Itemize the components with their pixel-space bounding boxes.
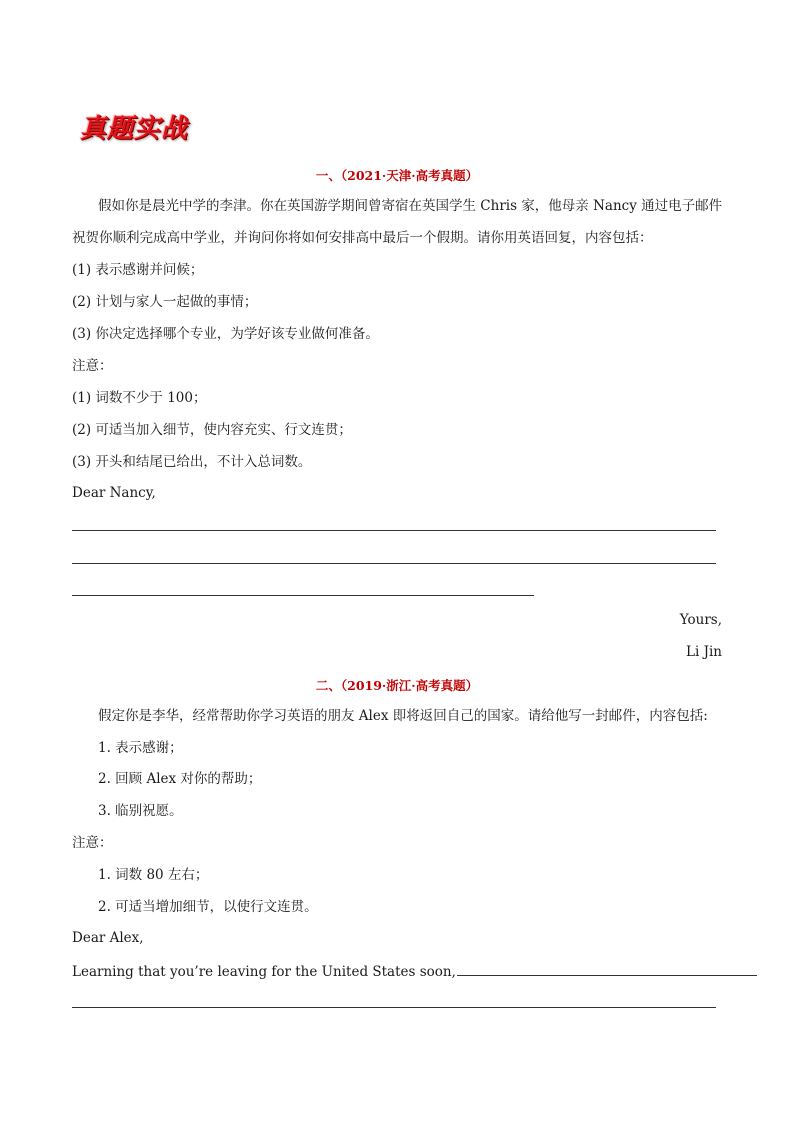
section2-notes-label: 注意： <box>72 835 113 851</box>
section1-note-2: (2) 可适当加入细节，使内容充实、行文连贯； <box>72 422 352 438</box>
section1-notes-label: 注意： <box>72 358 113 374</box>
section2-opening-row <box>72 961 757 981</box>
section2-note-2: 2. 可适当增加细节，以使行文连贯。 <box>98 899 318 915</box>
section1-point-1: (1) 表示感谢并问候； <box>72 262 204 278</box>
section1-note-3: (3) 开头和结尾已给出，不计入总词数。 <box>72 454 312 470</box>
section2-salutation: Dear Alex, <box>72 930 144 946</box>
section1-intro-line1: 假如你是晨光中学的李津。你在英国游学期间曾寄宿在英国学生 Chris 家，他母亲 Nancy 通过电子邮件 <box>98 198 723 214</box>
answer-line-4[interactable] <box>72 1007 716 1008</box>
section1-note-1: (1) 词数不少于 100； <box>72 390 207 406</box>
section2-heading: 二、（2019·浙江·高考真题） <box>315 678 479 693</box>
section1-signature: Li Jin <box>686 644 722 660</box>
section2-point-2: 2. 回顾 Alex 对你的帮助； <box>98 771 262 787</box>
answer-inline-blank[interactable] <box>457 961 757 976</box>
section1-closing: Yours, <box>679 612 722 628</box>
section1-point-2: (2) 计划与家人一起做的事情； <box>72 294 258 310</box>
section2-point-3: 3. 临别祝愿。 <box>98 803 183 819</box>
answer-line-1[interactable] <box>72 530 716 531</box>
answer-line-3[interactable] <box>72 595 534 596</box>
section2-note-1: 1. 词数 80 左右； <box>98 867 209 883</box>
section2-opening: Learning that you’re leaving for the United States soon, <box>72 964 456 980</box>
section1-heading: 一、（2021·天津·高考真题） <box>315 168 479 183</box>
section-banner: 真题实战 <box>80 114 189 144</box>
section1-salutation: Dear Nancy, <box>72 485 156 501</box>
answer-line-2[interactable] <box>72 563 716 564</box>
section1-intro-line2: 祝贺你顺利完成高中学业，并询问你将如何安排高中最后一个假期。请你用英语回复，内容包括： <box>72 230 653 246</box>
section2-intro-line1: 假定你是李华，经常帮助你学习英语的朋友 Alex 即将返回自己的国家。请给他写一封邮件，内容包括: <box>98 708 708 724</box>
section1-point-3: (3) 你决定选择哪个专业，为学好该专业做何准备。 <box>72 326 379 342</box>
section2-point-1: 1. 表示感谢； <box>98 740 183 756</box>
